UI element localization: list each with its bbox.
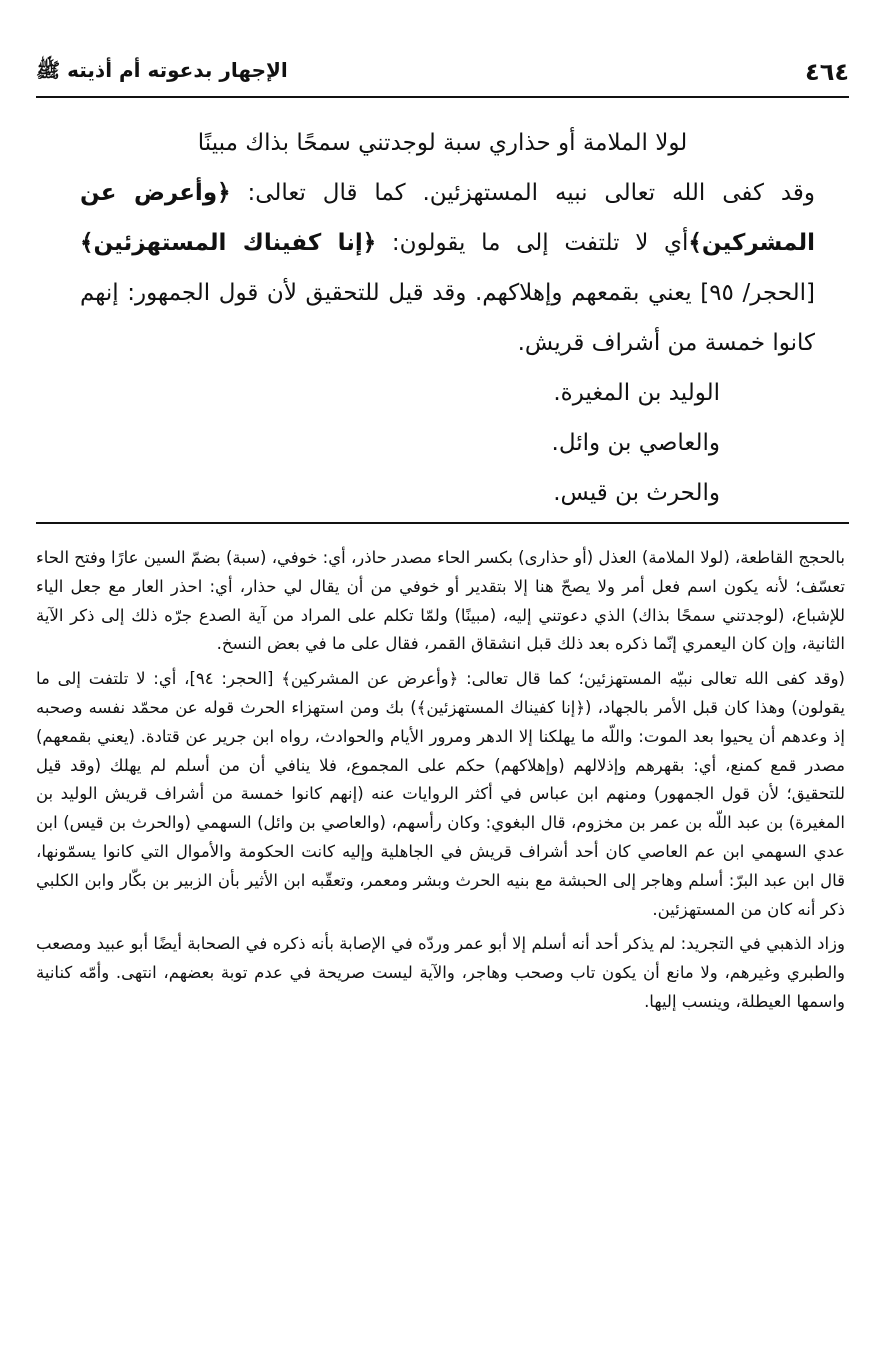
quran-quote-1: ﴿وأعرض عن المشركين﴾ xyxy=(80,180,815,256)
main-text-part-c: [الحجر/ ٩٥] يعني بقمعهم وإهلاكهم. وقد قيل للتحقيق لأن قول الجمهور: إنهم كانوا خمسة من أشراف قريش. xyxy=(80,280,815,356)
page-header xyxy=(36,48,849,98)
page-number: ٤٦٤ xyxy=(805,58,849,86)
main-text-part-a: وقد كفى الله تعالى نبيه المستهزئين. كما قال تعالى: xyxy=(230,180,815,206)
commentary-paragraph: بالحجج القاطعة، (لولا الملامة) العذل (أو حذارى) بكسر الحاء مصدر حاذر، أي: خوفي، (سبة) بضمّ السين عارًا وفتح الحاء تعسّف؛ لأنه يكون اسم فعل أمر ولا يصحّ هنا إلا بتقدير أو خوفي من أن يقال لي حذار، أي: احذر العار مع جعل الياء للإشباع، (لوجدتني سمحًا بذاك) الذي دعوتني إليه، (مبينًا) ولمّا تكلم على المراد من آية الصدع جرّه ذلك إلى ذكر الآية الثانية، وإن كان اليعمري إنّما ذكره بعد ذلك قبل انشقاق القمر، فقال على ما في بعض النسخ. xyxy=(36,548,845,654)
name-item: الوليد بن المغيرة. xyxy=(553,380,720,406)
commentary-section xyxy=(36,544,845,1017)
name-item: والحرث بن قيس. xyxy=(553,480,720,506)
main-paragraph xyxy=(80,168,815,368)
main-text xyxy=(80,118,815,518)
main-text-part-b: أي لا تلتفت إلى ما يقولون: xyxy=(376,230,689,256)
quran-quote-2: ﴿إنا كفيناك المستهزئين﴾ xyxy=(80,230,377,256)
commentary-paragraph: (وقد كفى الله تعالى نبيّه المستهزئين؛ كما قال تعالى: ﴿وأعرض عن المشركين﴾ [الحجر: ٩٤]، أي: لا تلتفت إلى ما يقولون) وهذا كان قبل الأمر بالجهاد، (﴿إنا كفيناك المستهزئين﴾) بك ومن استهزاء الحرث قوله عن محمّد نفسه وصحبه إذ وعدهم أن يحيوا بعد الموت: واللّه ما يهلكنا إلا الدهر ومرور الأيام والحوادث، رواه ابن جرير عن قتادة. (يعني بقمعهم) مصدر قمع كمنع، أي: بقهرهم وإذلالهم (وإهلاكهم) حكم على المجموع، فلا ينافي أن من أسلم لم يهلك (وقد قيل للتحقيق؛ لأن قول الجمهور) ومنهم ابن عباس في أكثر الروايات عنه (إنهم كانوا خمسة من أشراف قريش الوليد بن المغيرة) بن عبد اللّه بن عمر بن مخزوم، قال البغوي: وكان رأسهم، (والعاصي بن وائل) السهمي (والحرث بن قيس) ابن عدي السهمي ابن عم العاصي كان أحد أشراف قريش في الجاهلية وإليه كانت الحكومة والأموال التي كانوا يسمّونها، قال ابن عبد البرّ: أسلم وهاجر إلى الحبشة مع بنيه الحرث وبشر ومعمر، وتعقّبه ابن الأثير بأن الزبير بن بكّار وابن الكلبي ذكر أنه كان من المستهزئين. xyxy=(36,669,845,919)
commentary-paragraph: وزاد الذهبي في التجريد: لم يذكر أحد أنه أسلم إلا أبو عمر وردّه في الإصابة بأنه ذكره في الصحابة أيضًا أبو عبيد ومصعب والطبري وغيرهم، ولا مانع أن يكون تاب وصحب وهاجر، والآية ليست صريحة في عدم توبة بعضهم، انتهى. وأمّه كنانية واسمها العيطلة، وينسب إليها. xyxy=(36,934,845,1011)
footnote-divider xyxy=(36,522,849,524)
running-title: الإجهار بدعوته أم أذيته ﷺ xyxy=(36,57,288,82)
name-item: والعاصي بن وائل. xyxy=(551,430,720,456)
poetry-verse: لولا الملامة أو حذاري سبة لوجدتني سمحًا بذاك مبينًا xyxy=(197,130,688,156)
